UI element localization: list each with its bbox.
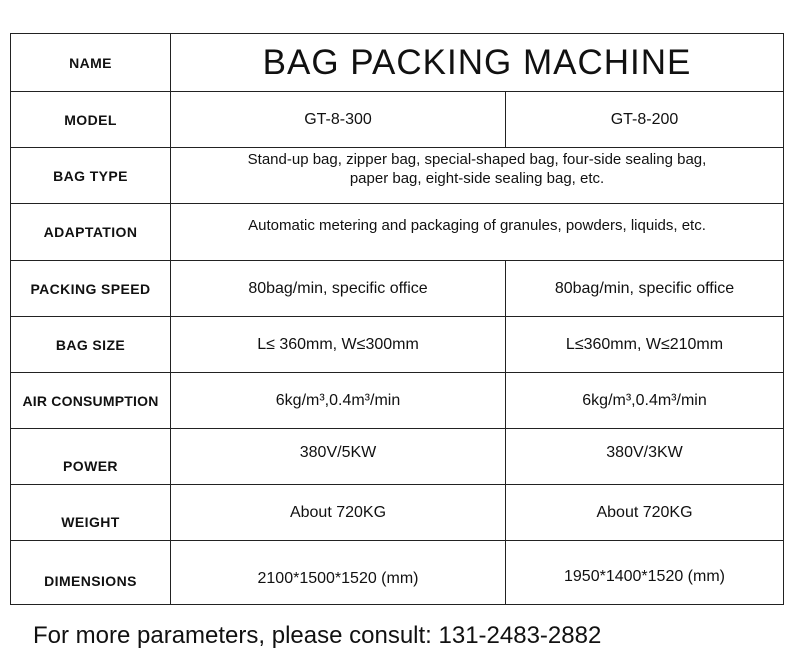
bag-type-line2: paper bag, eight-side sealing bag, etc.: [349, 169, 605, 187]
packing-speed-b: 80bag/min, specific office: [506, 261, 784, 317]
row-dimensions: [11, 541, 784, 605]
row-adaptation: [11, 204, 784, 261]
model-label: MODEL: [11, 92, 171, 148]
power-b: 380V/3KW: [506, 429, 784, 485]
adaptation-value: Automatic metering and packaging of granules, powders, liquids, etc.: [171, 204, 784, 261]
dimensions-label: DIMENSIONS: [11, 541, 171, 605]
power-label: POWER: [11, 429, 171, 485]
model-b: GT-8-200: [506, 92, 784, 148]
row-air-consumption: [11, 373, 784, 429]
dimensions-a: 2100*1500*1520 (mm): [171, 541, 506, 605]
bag-size-label: BAG SIZE: [11, 317, 171, 373]
weight-a: About 720KG: [171, 485, 506, 541]
bag-type-line1: Stand-up bag, zipper bag, special-shaped bag, four-side sealing bag,: [247, 150, 707, 168]
row-name: [11, 34, 784, 92]
air-consumption-a: 6kg/m³,0.4m³/min: [171, 373, 506, 429]
power-a: 380V/5KW: [171, 429, 506, 485]
packing-speed-label: PACKING SPEED: [11, 261, 171, 317]
weight-label: WEIGHT: [11, 485, 171, 541]
model-a: GT-8-300: [171, 92, 506, 148]
packing-speed-a: 80bag/min, specific office: [171, 261, 506, 317]
row-bag-size: [11, 317, 784, 373]
weight-b: About 720KG: [506, 485, 784, 541]
bag-size-b: L≤360mm, W≤210mm: [506, 317, 784, 373]
bag-type-value: [171, 148, 784, 204]
air-consumption-label: AIR CONSUMPTION: [11, 373, 171, 429]
bag-type-label: BAG TYPE: [11, 148, 171, 204]
row-bag-type: [11, 148, 784, 204]
air-consumption-b: 6kg/m³,0.4m³/min: [506, 373, 784, 429]
dimensions-b: 1950*1400*1520 (mm): [506, 541, 784, 605]
name-label: NAME: [11, 34, 171, 92]
spec-table: [10, 33, 784, 605]
row-model: [11, 92, 784, 148]
bag-size-a: L≤ 360mm, W≤300mm: [171, 317, 506, 373]
adaptation-label: ADAPTATION: [11, 204, 171, 261]
row-weight: [11, 485, 784, 541]
row-packing-speed: [11, 261, 784, 317]
row-power: [11, 429, 784, 485]
machine-name: BAG PACKING MACHINE: [171, 34, 784, 92]
contact-footer: For more parameters, please consult: 131-2483-2882: [33, 622, 602, 649]
